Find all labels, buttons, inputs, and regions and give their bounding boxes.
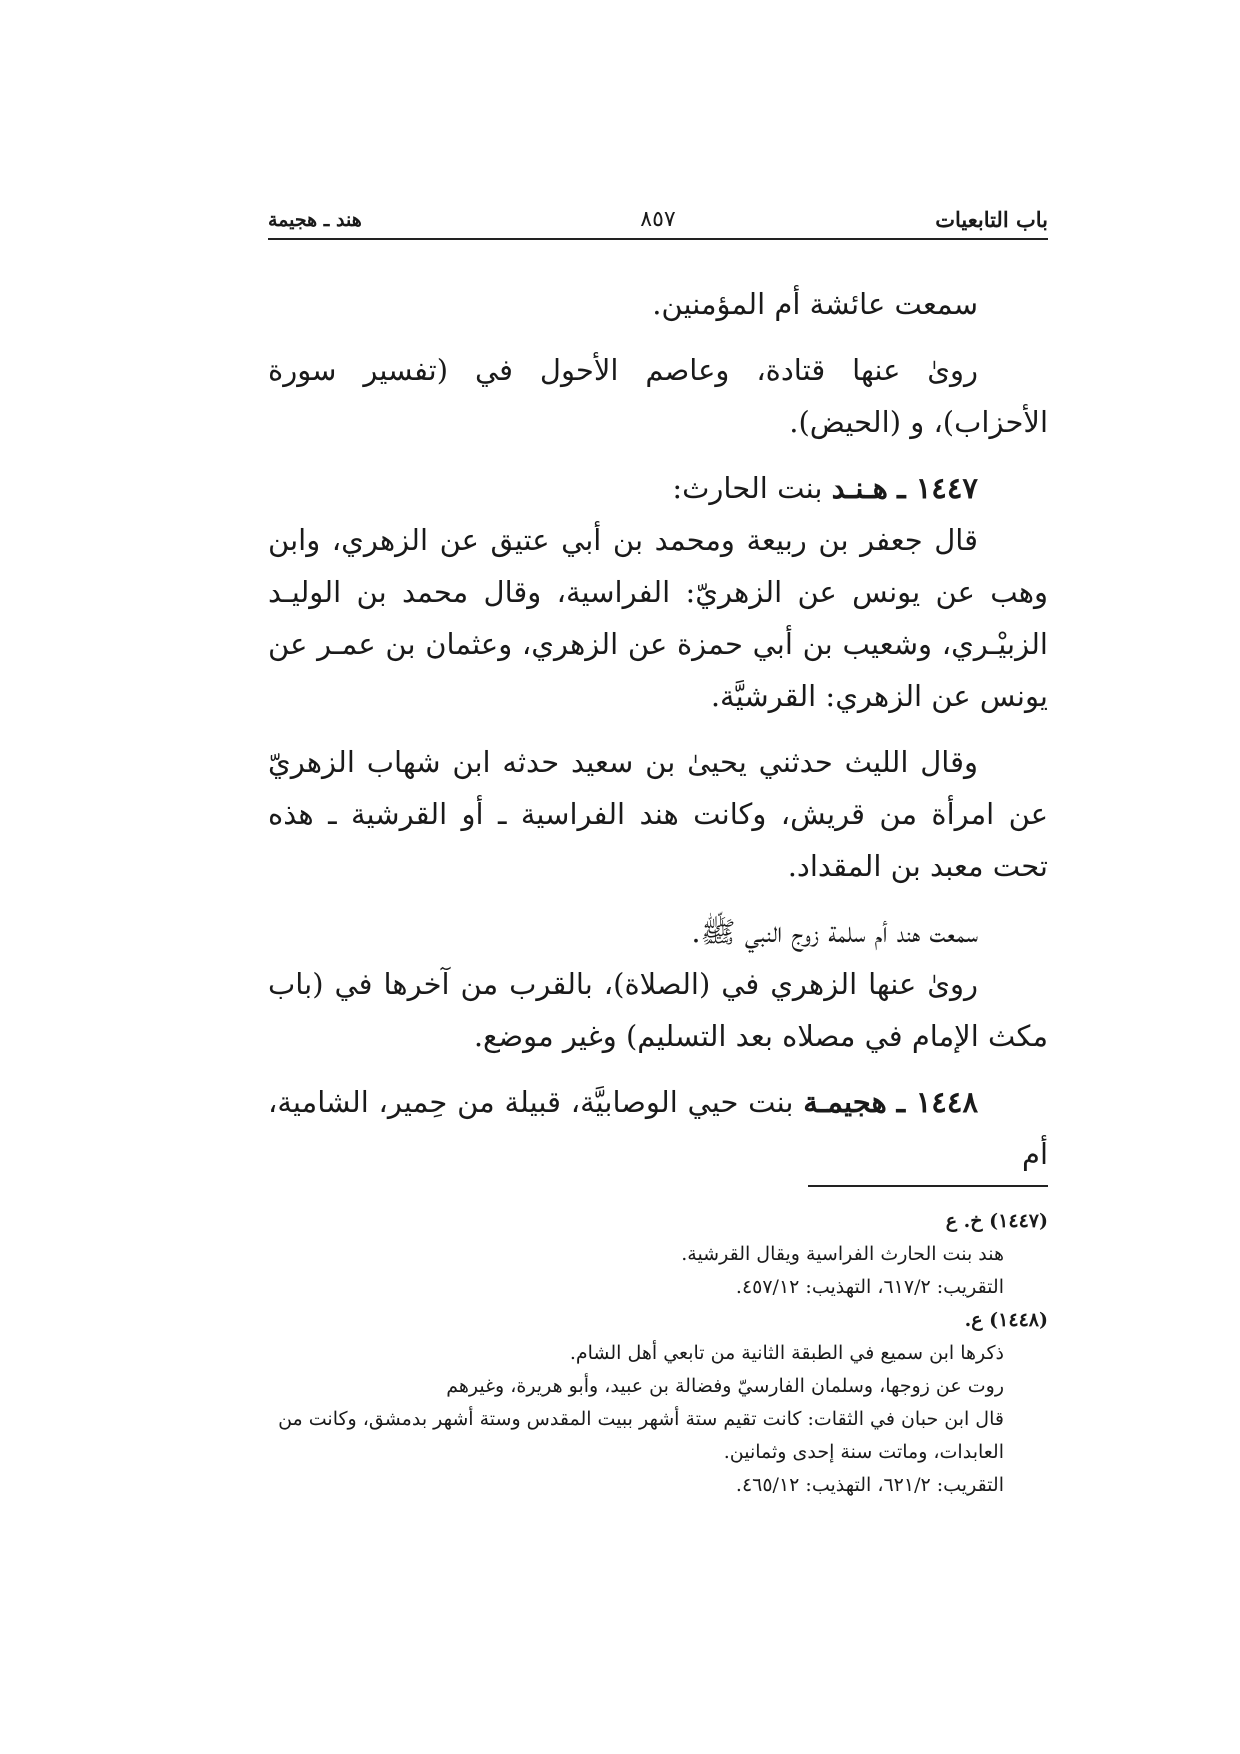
book-page	[268, 0, 1048, 1754]
entry-name: هجيمـة	[803, 1085, 887, 1119]
entry-1447-heading	[268, 462, 1048, 514]
page-number: ٨٥٧	[640, 207, 676, 232]
footnote-line: هند بنت الحارث الفراسية ويقال القرشية.	[681, 1243, 1004, 1265]
footnote-line: ذكرها ابن سميع في الطبقة الثانية من تابعي أهل الشام.	[569, 1342, 1004, 1364]
footnote-line: التقريب: ٦١٧/٢، التهذيب: ٤٥٧/١٢.	[735, 1276, 1004, 1298]
paragraph: سمعت عائشة أم المؤمنين.	[652, 287, 978, 321]
entry-number: ١٤٤٧ ـ	[897, 471, 978, 505]
entry-1448-heading	[268, 1076, 1048, 1180]
footnotes	[268, 1205, 1048, 1502]
entry-name: هـنـد	[831, 471, 888, 505]
paragraph: روىٰ عنها الزهري في (الصلاة)، بالقرب من آخرها في (باب مكث الإمام في مصلاه بعد التسليم) وغير موضع.	[268, 967, 1048, 1053]
chapter-title: باب التابعيات	[935, 207, 1048, 232]
paragraph: وقال الليث حدثني يحيىٰ بن سعيد حدثه ابن شهاب الزهريّ عن امرأة من قريش، وكانت هند الفراسية ـ أو القرشية ـ هذه تحت معبد بن المقداد.	[268, 745, 1048, 883]
paragraph: قال جعفر بن ربيعة ومحمد بن أبي عتيق عن الزهري، وابن وهب عن يونس عن الزهريّ: الفراسية، وقال محمد بن الوليـد الزبيْـري، وشعيب بن أبي حمزة عن الزهري، وعثمان بن عمـر عن يونس عن الزهري: القرشيَّة.	[268, 523, 1048, 713]
footnote-line: روت عن زوجها، وسلمان الفارسيّ وفضالة بن عبيد، وأبو هريرة، وغيرهم	[446, 1375, 1004, 1397]
entry-number: ١٤٤٨ ـ	[896, 1085, 979, 1119]
footnote-line: التقريب: ٦٢١/٢، التهذيب: ٤٦٥/١٢.	[735, 1474, 1004, 1496]
entry-rest: بنت الحارث:	[672, 471, 823, 505]
entry-rest: بنت حيي الوصابيَّة، قبيلة من حِمير، الشامية، أم	[268, 1085, 1048, 1171]
footnote-1447-head: (١٤٤٧) خ. ع	[945, 1210, 1048, 1232]
main-text	[268, 278, 1048, 1180]
paragraph: روىٰ عنها قتادة، وعاصم الأحول في (تفسير سورة الأحزاب)، و (الحيض).	[268, 353, 1048, 439]
footnote-rule	[808, 1185, 1048, 1187]
footnote-1448-head: (١٤٤٨) ع.	[964, 1309, 1048, 1331]
section-title: هند ـ هجيمة	[268, 209, 362, 231]
header-rule	[268, 238, 1048, 240]
footnote-line: قال ابن حبان في الثقات: كانت تقيم ستة أشهر ببيت المقدس وستة أشهر بدمشق، وكانت من العابدات، وماتت سنة إحدى وثمانين.	[278, 1408, 1004, 1463]
paragraph: سمعت هند أم سلمة زوج النبي ﷺ.	[691, 915, 978, 949]
